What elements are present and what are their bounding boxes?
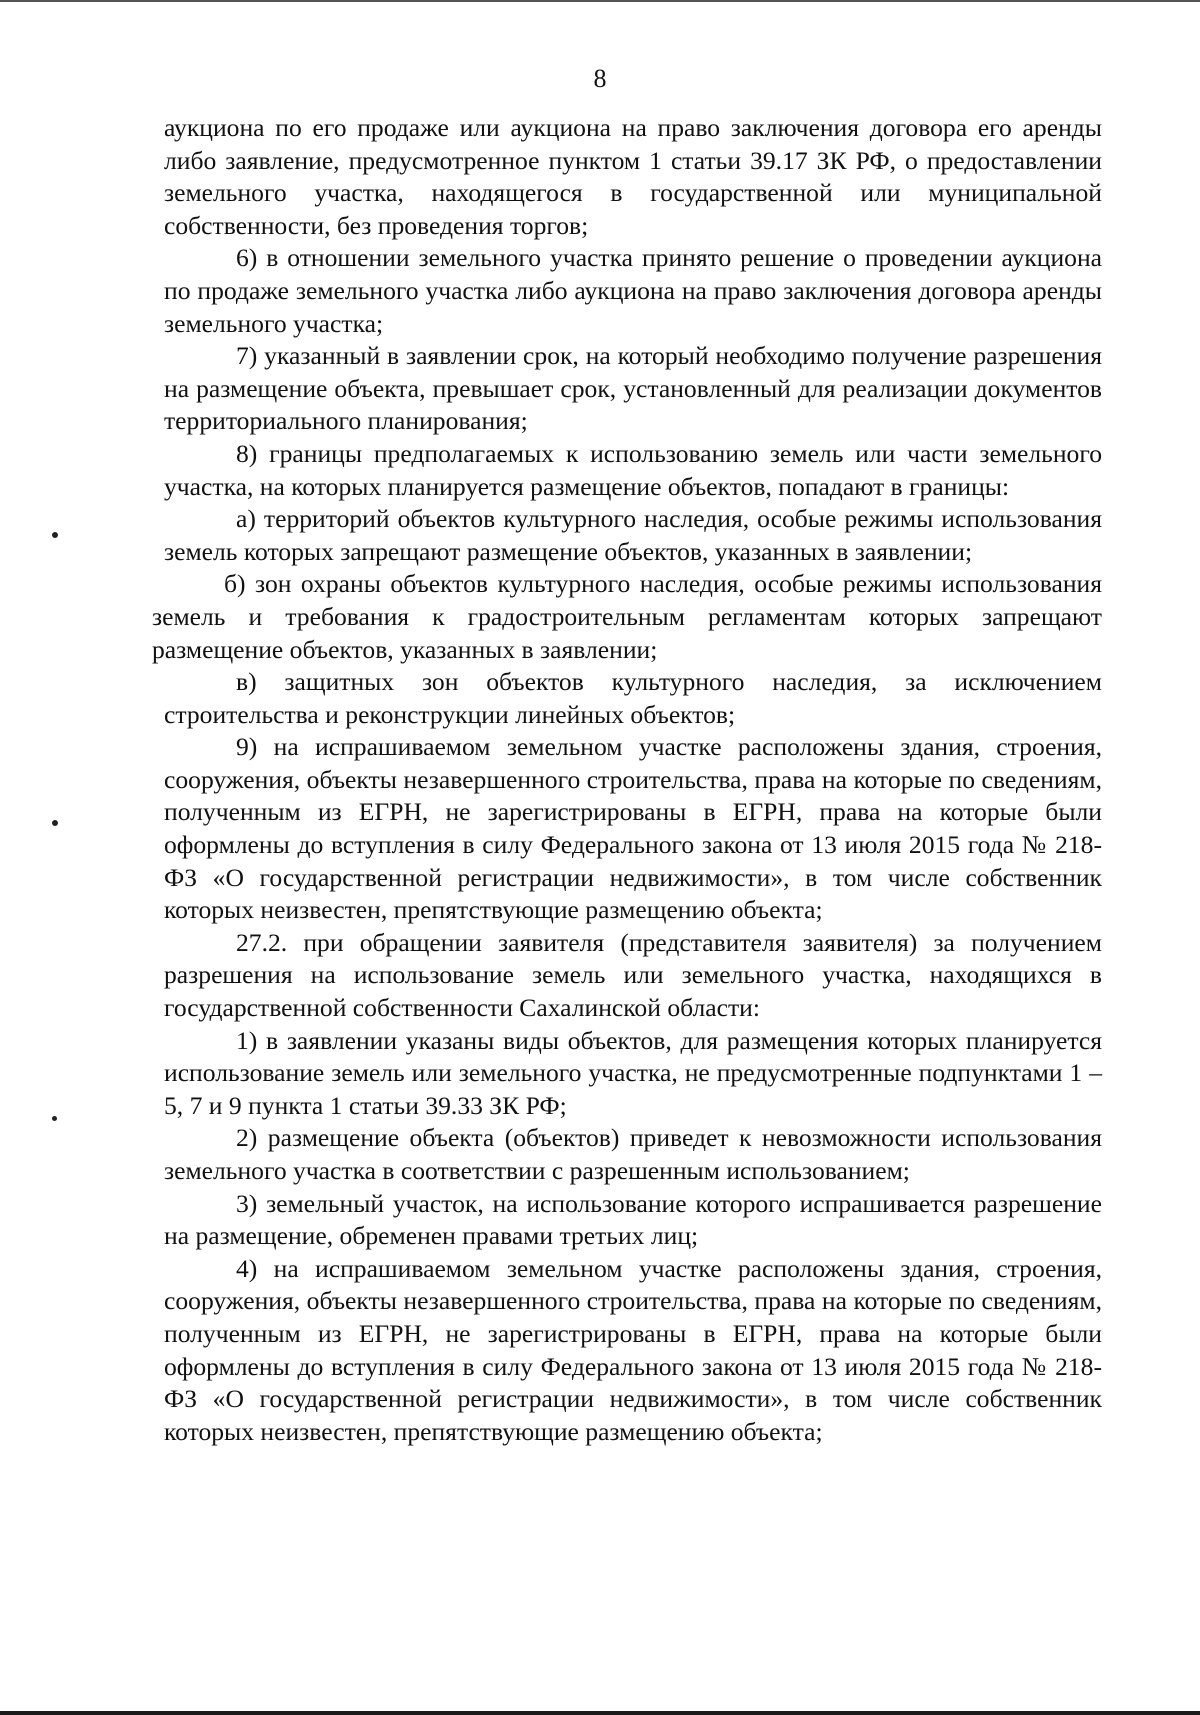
paragraph-continuation: аукциона по его продаже или аукциона на право заключения договора его аренды либо заявление, предусмотренное пунктом 1 статьи 39.17 ЗК РФ, о предоставлении земельного участка, находящегося в государственной или муниципальной собственности, без проведения торгов; bbox=[164, 113, 1102, 240]
paragraph-item-7: 7) указанный в заявлении срок, на который необходимо получение разрешения на размещение объекта, превышает срок, установленный для реализации документов территориального планирования; bbox=[164, 341, 1102, 436]
paragraph-item-8: 8) границы предполагаемых к использованию земель или части земельного участка, на которых планируется размещение объектов, попадают в границы: bbox=[164, 438, 1102, 501]
scan-top-edge bbox=[0, 0, 1200, 2]
paragraph-subitem-b: б) зон охраны объектов культурного наследия, особые режимы использования земель и требования к градостроительным регламентам которых запрещают размещение объектов, указанных в заявлении; bbox=[152, 569, 1102, 664]
margin-mark bbox=[52, 820, 58, 826]
paragraph-27-2-item-4: 4) на испрашиваемом земельном участке расположены здания, строения, сооружения, объекты незавершенного строительства, права на которые по сведениям, полученным из ЕГРН, не зарегистрированы в ЕГРН, права на которые были оформлены до вступления в силу Федерального закона от 13 июля 2015 года № 218-ФЗ «О государственной регистрации недвижимости», в том числе собственник которых неизвестен, препятствующие размещению объекта; bbox=[164, 1253, 1102, 1446]
paragraph-27-2-item-2: 2) размещение объекта (объектов) приведет к невозможности использования земельного участка в соответствии с разрешенным использованием; bbox=[164, 1123, 1102, 1185]
margin-mark bbox=[52, 532, 58, 538]
page-number: 8 bbox=[593, 64, 607, 93]
document-body bbox=[152, 112, 1102, 1448]
paragraph-27-2-item-1: 1) в заявлении указаны виды объектов, для размещения которых планируется использование земель или земельного участка, не предусмотренные подпунктами 1 – 5, 7 и 9 пункта 1 статьи 39.33 ЗК РФ; bbox=[164, 1025, 1102, 1120]
scan-bottom-edge bbox=[0, 1711, 1200, 1715]
paragraph-section-27-2: 27.2. при обращении заявителя (представителя заявителя) за получением разрешения на использование земель или земельного участка, находящихся в государственной собственности Сахалинской области: bbox=[164, 927, 1102, 1023]
paragraph-subitem-v: в) защитных зон объектов культурного наследия, за исключением строительства и реконструкции линейных объектов; bbox=[164, 667, 1102, 729]
margin-mark bbox=[52, 1116, 57, 1121]
paragraph-27-2-item-3: 3) земельный участок, на использование которого испрашивается разрешение на размещение, обременен правами третьих лиц; bbox=[164, 1188, 1102, 1251]
paragraph-subitem-a: а) территорий объектов культурного наследия, особые режимы использования земель которых запрещают размещение объектов, указанных в заявлении; bbox=[164, 504, 1102, 566]
paragraph-item-9: 9) на испрашиваемом земельном участке расположены здания, строения, сооружения, объекты незавершенного строительства, права на которые по сведениям, полученным из ЕГРН, не зарегистрированы в ЕГРН, права на которые были оформлены до вступления в силу Федерального закона от 13 июля 2015 года № 218-ФЗ «О государственной регистрации недвижимости», в том числе собственник которых неизвестен, препятствующие размещению объекта; bbox=[164, 732, 1102, 925]
paragraph-item-6: 6) в отношении земельного участка принято решение о проведении аукциона по продаже земельного участка либо аукциона на право заключения договора аренды земельного участка; bbox=[164, 243, 1102, 338]
